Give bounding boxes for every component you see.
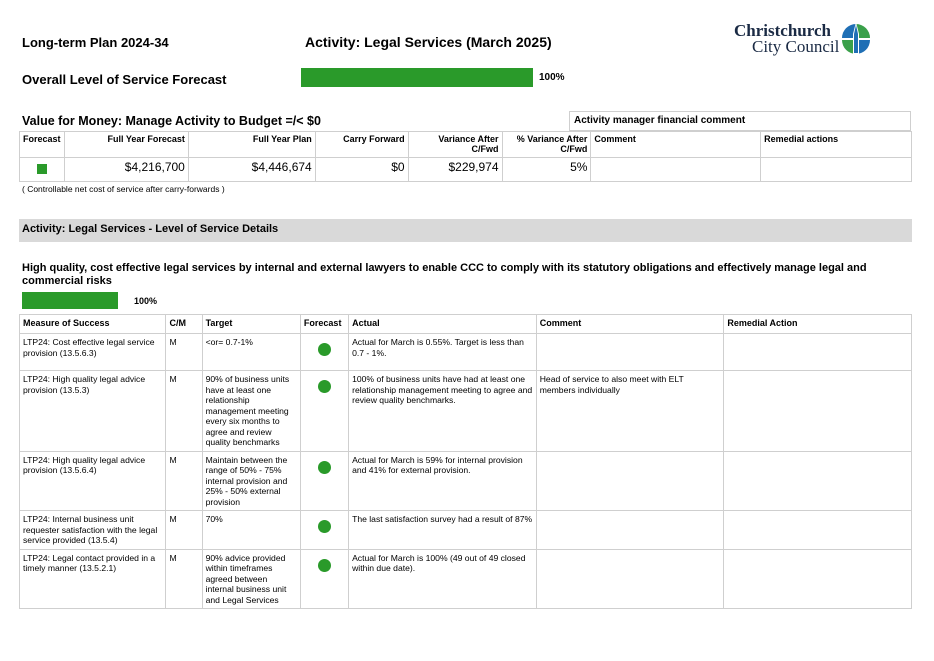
overall-los-label: Overall Level of Service Forecast (22, 72, 227, 87)
forecast-cell (300, 334, 348, 371)
col-forecast: Forecast (300, 315, 348, 334)
actual-cell: Actual for March is 0.55%. Target is less than 0.7 - 1%. (349, 334, 537, 371)
full-year-plan-value: $4,446,674 (188, 158, 315, 182)
full-year-forecast-value: $4,216,700 (64, 158, 188, 182)
target-cell: 90% advice provided within timeframes agreed between internal business unit and Legal Services (202, 549, 300, 609)
los-table (19, 314, 912, 609)
comment-cell (536, 511, 724, 550)
vfm-table (19, 131, 912, 182)
table-row (20, 334, 912, 371)
col-full-year-plan: Full Year Plan (188, 132, 315, 158)
comment-cell (536, 451, 724, 511)
objective-progress-track (22, 292, 118, 309)
logo-line1: Christchurch (734, 21, 831, 40)
col-comment: Comment (536, 315, 724, 334)
remedial-cell (724, 334, 912, 371)
objective-percent: 100% (134, 296, 158, 306)
col-cm: C/M (166, 315, 202, 334)
status-dot-icon (318, 343, 331, 356)
measure-cell: LTP24: Internal business unit requester satisfaction with the legal service provided (13.5.4) (20, 511, 166, 550)
forecast-cell (300, 451, 348, 511)
col-remedial: Remedial actions (761, 132, 912, 158)
variance-value: $229,974 (408, 158, 502, 182)
col-actual: Actual (349, 315, 537, 334)
cm-cell: M (166, 334, 202, 371)
target-cell: 90% of business units have at least one relationship management meeting every six months to agree and review quality benchmarks (202, 371, 300, 452)
comment-cell: Head of service to also meet with ELT members individually (536, 371, 724, 452)
status-dot-icon (318, 520, 331, 533)
cm-cell: M (166, 451, 202, 511)
activity-title: Activity: Legal Services (March 2025) (305, 34, 552, 50)
overall-percent: 100% (539, 72, 565, 83)
actual-cell: Actual for March is 100% (49 out of 49 closed within due date). (349, 549, 537, 609)
forecast-indicator-cell (20, 158, 65, 182)
col-measure: Measure of Success (20, 315, 166, 334)
measure-cell: LTP24: Legal contact provided in a timely manner (13.5.2.1) (20, 549, 166, 609)
table-row (20, 549, 912, 609)
manager-comment-title: Activity manager financial comment (569, 111, 911, 131)
objective-text: High quality, cost effective legal services by internal and external lawyers to enable CCC to comply with its statutory obligations and effectively manage legal and commercial risks (22, 262, 867, 287)
vfm-note: ( Controllable net cost of service after carry-forwards ) (22, 184, 225, 194)
comment-cell (536, 334, 724, 371)
carry-forward-value: $0 (315, 158, 408, 182)
overall-progress-track (301, 68, 533, 87)
status-dot-icon (318, 559, 331, 572)
council-logo (734, 22, 874, 58)
section-title: Activity: Legal Services - Level of Service Details (22, 223, 279, 235)
col-forecast: Forecast (20, 132, 65, 158)
remedial-cell (724, 451, 912, 511)
measure-cell: LTP24: High quality legal advice provision (13.5.6.4) (20, 451, 166, 511)
measure-cell: LTP24: High quality legal advice provision (13.5.3) (20, 371, 166, 452)
measure-cell: LTP24: Cost effective legal service provision (13.5.6.3) (20, 334, 166, 371)
vfm-title: Value for Money: Manage Activity to Budget =/< $0 (22, 114, 321, 128)
plan-title: Long-term Plan 2024-34 (22, 35, 169, 50)
actual-cell: Actual for March is 59% for internal provision and 41% for external provision. (349, 451, 537, 511)
col-full-year-forecast: Full Year Forecast (64, 132, 188, 158)
actual-cell: 100% of business units have had at least one relationship management meeting to agree and review quality benchmarks. (349, 371, 537, 452)
cm-cell: M (166, 549, 202, 609)
comment-cell (536, 549, 724, 609)
table-row (20, 511, 912, 550)
target-cell: 70% (202, 511, 300, 550)
col-target: Target (202, 315, 300, 334)
status-dot-icon (318, 461, 331, 474)
logo-line2: City Council (752, 37, 840, 56)
objective-progress-fill (22, 292, 118, 309)
forecast-cell (300, 371, 348, 452)
target-cell: Maintain between the range of 50% - 75% internal provision and 25% - 50% external provision (202, 451, 300, 511)
comment-value (591, 158, 761, 182)
actual-cell: The last satisfaction survey had a result of 87% (349, 511, 537, 550)
col-comment: Comment (591, 132, 761, 158)
col-pct-variance: % Variance After C/Fwd (502, 132, 591, 158)
forecast-cell (300, 549, 348, 609)
table-row (20, 451, 912, 511)
cm-cell: M (166, 371, 202, 452)
forecast-cell (300, 511, 348, 550)
forecast-status-square (37, 164, 47, 174)
cathedral-icon (840, 22, 872, 56)
col-carry-forward: Carry Forward (315, 132, 408, 158)
overall-progress-fill (301, 68, 533, 87)
remedial-value (761, 158, 912, 182)
remedial-cell (724, 371, 912, 452)
cm-cell: M (166, 511, 202, 550)
pct-variance-value: 5% (502, 158, 591, 182)
col-remedial-action: Remedial Action (724, 315, 912, 334)
remedial-cell (724, 549, 912, 609)
section-header (19, 219, 912, 242)
remedial-cell (724, 511, 912, 550)
status-dot-icon (318, 380, 331, 393)
target-cell: <or= 0.7-1% (202, 334, 300, 371)
table-row (20, 371, 912, 452)
col-variance: Variance After C/Fwd (408, 132, 502, 158)
